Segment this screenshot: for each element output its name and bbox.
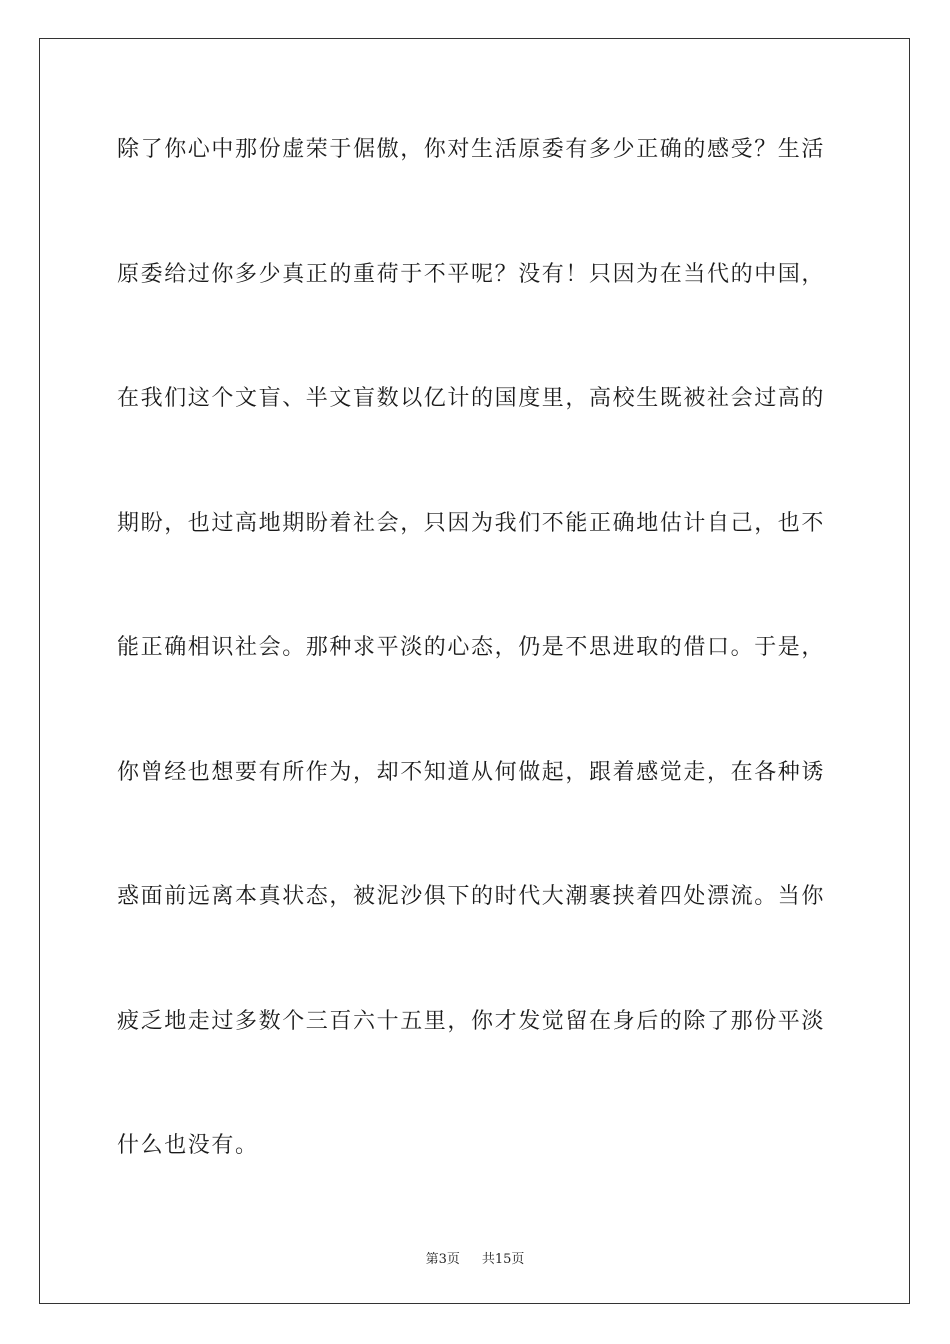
body-text [117, 126, 837, 1247]
page-footer [0, 1248, 950, 1267]
text-line: 除了你心中那份虚荣于倨傲，你对生活原委有多少正确的感受？生活 [117, 137, 826, 162]
page-total: 共15页 [481, 1252, 525, 1267]
text-line: 原委给过你多少真正的重荷于不平呢？没有！只因为在当代的中国， [117, 261, 826, 287]
text-line: 什么也没有。 [117, 1133, 259, 1158]
page-number: 第3页 [425, 1252, 460, 1267]
text-line: 期盼，也过高地期盼着社会，只因为我们不能正确地估计自己，也不 [117, 510, 826, 536]
text-line: 能正确相识社会。那种求平淡的心态，仍是不思进取的借口。于是， [117, 635, 826, 660]
text-line: 在我们这个文盲、半文盲数以亿计的国度里，高校生既被社会过高的 [117, 386, 826, 411]
text-line: 疲乏地走过多数个三百六十五里，你才发觉留在身后的除了那份平淡 [117, 1008, 826, 1034]
text-line: 惑面前远离本真状态，被泥沙俱下的时代大潮裹挟着四处漂流。当你 [117, 884, 826, 909]
text-line: 你曾经也想要有所作为，却不知道从何做起，跟着感觉走，在各种诱 [117, 759, 826, 785]
